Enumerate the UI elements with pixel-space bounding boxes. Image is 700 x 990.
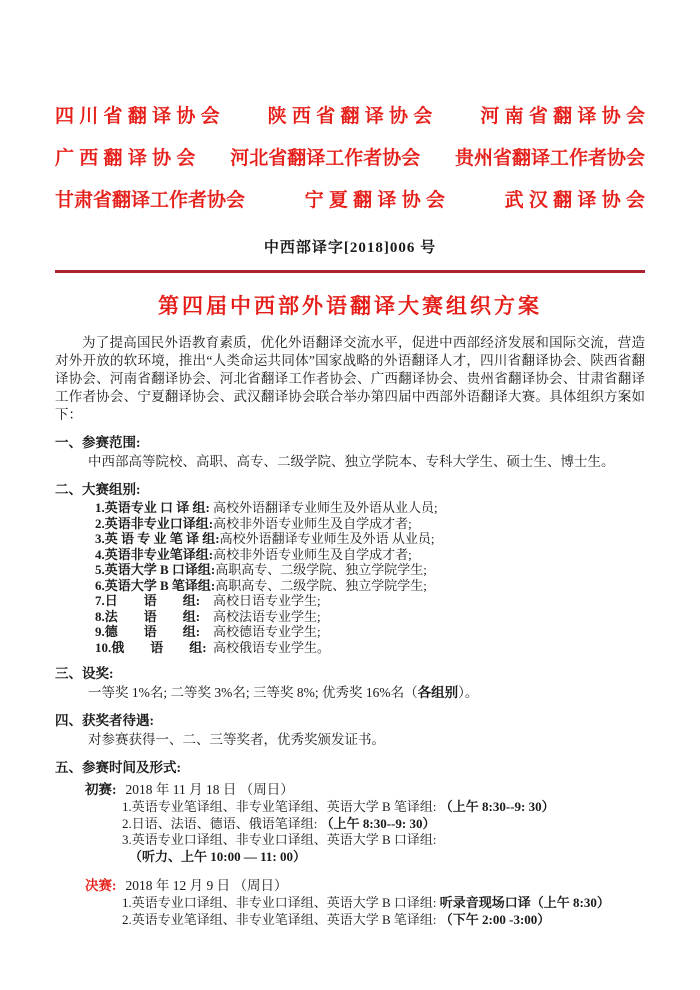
group-desc: 高校俄语专业学生。 [213, 639, 331, 655]
schedule-time: （上午 8:30--9: 30） [320, 815, 436, 831]
association-name: 河北省翻译工作者协会 [230, 148, 421, 169]
group-item-7 [95, 593, 645, 609]
section-heading [55, 758, 645, 778]
group-label: 7.日 语 组: [95, 593, 201, 608]
divider-rule [55, 270, 645, 273]
schedule-text: 1.英语专业口译组、非专业口译组、英语大学 B 口译组: [122, 895, 440, 910]
group-desc: 高校非外语专业师生及自学成才者; [213, 515, 412, 531]
document-number: 中西部译字[2018]006 号 [263, 240, 437, 256]
association-name: 贵州省翻译工作者协会 [454, 148, 645, 169]
assoc-row-3 [55, 180, 645, 222]
group-item-6 [95, 578, 645, 594]
section-schedule [55, 758, 645, 928]
issuing-associations-header [55, 96, 645, 222]
group-item-1 [95, 500, 645, 516]
awards-text: 一等奖 1%名; 二等奖 3%名; 三等奖 8%; 优秀奖 16%名（ [88, 685, 418, 700]
group-desc: 高职高专、二级学院、独立学院学生; [215, 577, 427, 593]
section-number: 二、 [55, 482, 82, 497]
group-desc: 高校德语专业学生; [213, 624, 321, 639]
preliminary-items [55, 799, 645, 865]
schedule-item [122, 799, 645, 816]
group-item-8 [95, 609, 645, 625]
section-body [55, 684, 645, 702]
schedule-item [122, 895, 645, 912]
section-heading [55, 664, 645, 684]
group-desc: 高校外语翻译专业师生及外语 从业员; [219, 531, 435, 546]
schedule-time: （下午 2:00 -3:00） [439, 911, 551, 927]
final-date-row [55, 876, 645, 895]
group-label: 6.英语大学 B 笔译组: [95, 577, 216, 593]
group-item-3 [95, 531, 645, 547]
section-scope [55, 433, 645, 471]
section-number: 四、 [55, 713, 82, 728]
association-name: 宁 夏 翻 译 协 会 [304, 190, 445, 211]
association-name: 陕 西 省 翻 译 协 会 [267, 106, 433, 127]
preliminary-round [55, 780, 645, 865]
awards-text-bold: 各组别 [417, 685, 459, 700]
preliminary-date-row [55, 780, 645, 799]
group-desc: 高校外语翻译专业师生及外语从业人员; [213, 500, 438, 515]
section-title: 设奖: [82, 666, 114, 681]
association-name: 广 西 翻 译 协 会 [55, 148, 196, 169]
group-label: 9.德 语 组: [95, 624, 201, 639]
schedule-text: 1.英语专业笔译组、非专业笔译组、英语大学 B 笔译组: [122, 799, 440, 814]
schedule-item [122, 816, 645, 833]
group-label: 10.俄 语 组: [95, 639, 207, 655]
assoc-row-1 [55, 96, 645, 138]
association-name: 甘肃省翻译工作者协会 [55, 190, 246, 211]
section-number: 五、 [55, 760, 82, 775]
final-label: 决赛: [85, 878, 117, 893]
section-body: 中西部高等院校、高职、高专、二级学院、独立学院本、专科大学生、硕士生、博士生。 [88, 454, 615, 469]
group-item-10 [95, 640, 645, 656]
section-heading [55, 433, 645, 453]
group-label: 5.英语大学 B 口译组: [95, 562, 216, 577]
group-item-2 [95, 516, 645, 532]
association-name: 河 南 省 翻 译 协 会 [480, 106, 645, 127]
final-round [55, 876, 645, 928]
schedule-text: 2.英语专业笔译组、非专业笔译组、英语大学 B 笔译组: [122, 911, 440, 927]
schedule-time: （上午 8:30--9: 30） [439, 799, 555, 814]
group-label: 3.英 语 专 业 笔 译 组: [95, 531, 220, 546]
section-title: 获奖者待遇: [82, 713, 154, 728]
association-name: 武 汉 翻 译 协 会 [504, 190, 645, 211]
group-desc: 高校非外语专业师生及自学成才者; [213, 546, 412, 562]
intro-paragraph: 为了提高国民外语教育素质，优化外语翻译交流水平，促进中西部经济发展和国际交流，营造对外开放的软环境，推出“人类命运共同体”国家战略的外语翻译人才，四川省翻译协会、陕西省翻译协会、河南省翻译协会、河北省翻译工作者协会、广西翻译协会、贵州省翻译协会、甘肃省翻译工作者协会、宁夏翻译协会、武汉翻译协会联合举办第四届中西部外语翻译大赛。具体组织方案如下： [55, 335, 645, 422]
preliminary-date: 2018 年 11 月 18 日 （周日） [125, 782, 294, 797]
section-awards [55, 664, 645, 702]
section-number: 三、 [55, 666, 82, 681]
group-label: 2.英语非专业口译组: [95, 515, 214, 531]
page-title: 第四届中西部外语翻译大赛组织方案 [158, 294, 542, 318]
group-label: 8.法 语 组: [95, 608, 201, 624]
association-name: 四 川 省 翻 译 协 会 [55, 106, 220, 127]
final-items [55, 895, 645, 928]
section-groups [55, 480, 645, 655]
schedule-item [122, 912, 645, 929]
section-title: 大赛组别: [82, 482, 141, 497]
schedule-text: 3.英语专业口译组、非专业口译组、英语大学 B 口译组: [122, 832, 440, 847]
group-item-4 [95, 547, 645, 563]
group-desc: 高校日语专业学生; [213, 593, 321, 608]
group-item-5 [95, 562, 645, 578]
preliminary-label: 初赛: [85, 782, 117, 797]
section-title: 参赛范围: [82, 435, 141, 450]
group-desc: 高职高专、二级学院、独立学院学生; [215, 562, 427, 577]
schedule-time: （听力、上午 10:00 — 11: 00） [129, 848, 306, 864]
section-heading [55, 711, 645, 731]
final-date: 2018 年 12 月 9 日 （周日） [125, 878, 288, 893]
group-label: 1.英语专业 口 译 组: [95, 500, 210, 515]
group-list [55, 500, 645, 655]
section-body: 对参赛获得一、二、三等奖者，优秀奖颁发证书。 [88, 732, 385, 747]
schedule-item [122, 849, 645, 866]
section-winner-benefits [55, 711, 645, 749]
assoc-row-2 [55, 138, 645, 180]
schedule-text: 2.日语、法语、德语、俄语笔译组: [122, 815, 321, 831]
awards-text: ）。 [458, 685, 479, 700]
schedule-time: 听录音现场口译（上午 8:30） [439, 895, 610, 910]
group-label: 4.英语非专业笔译组: [95, 546, 214, 562]
group-item-9 [95, 624, 645, 640]
section-number: 一、 [55, 435, 82, 450]
section-heading [55, 480, 645, 500]
schedule-item [122, 832, 645, 849]
section-title: 参赛时间及形式: [82, 760, 181, 775]
group-desc: 高校法语专业学生; [213, 608, 321, 624]
